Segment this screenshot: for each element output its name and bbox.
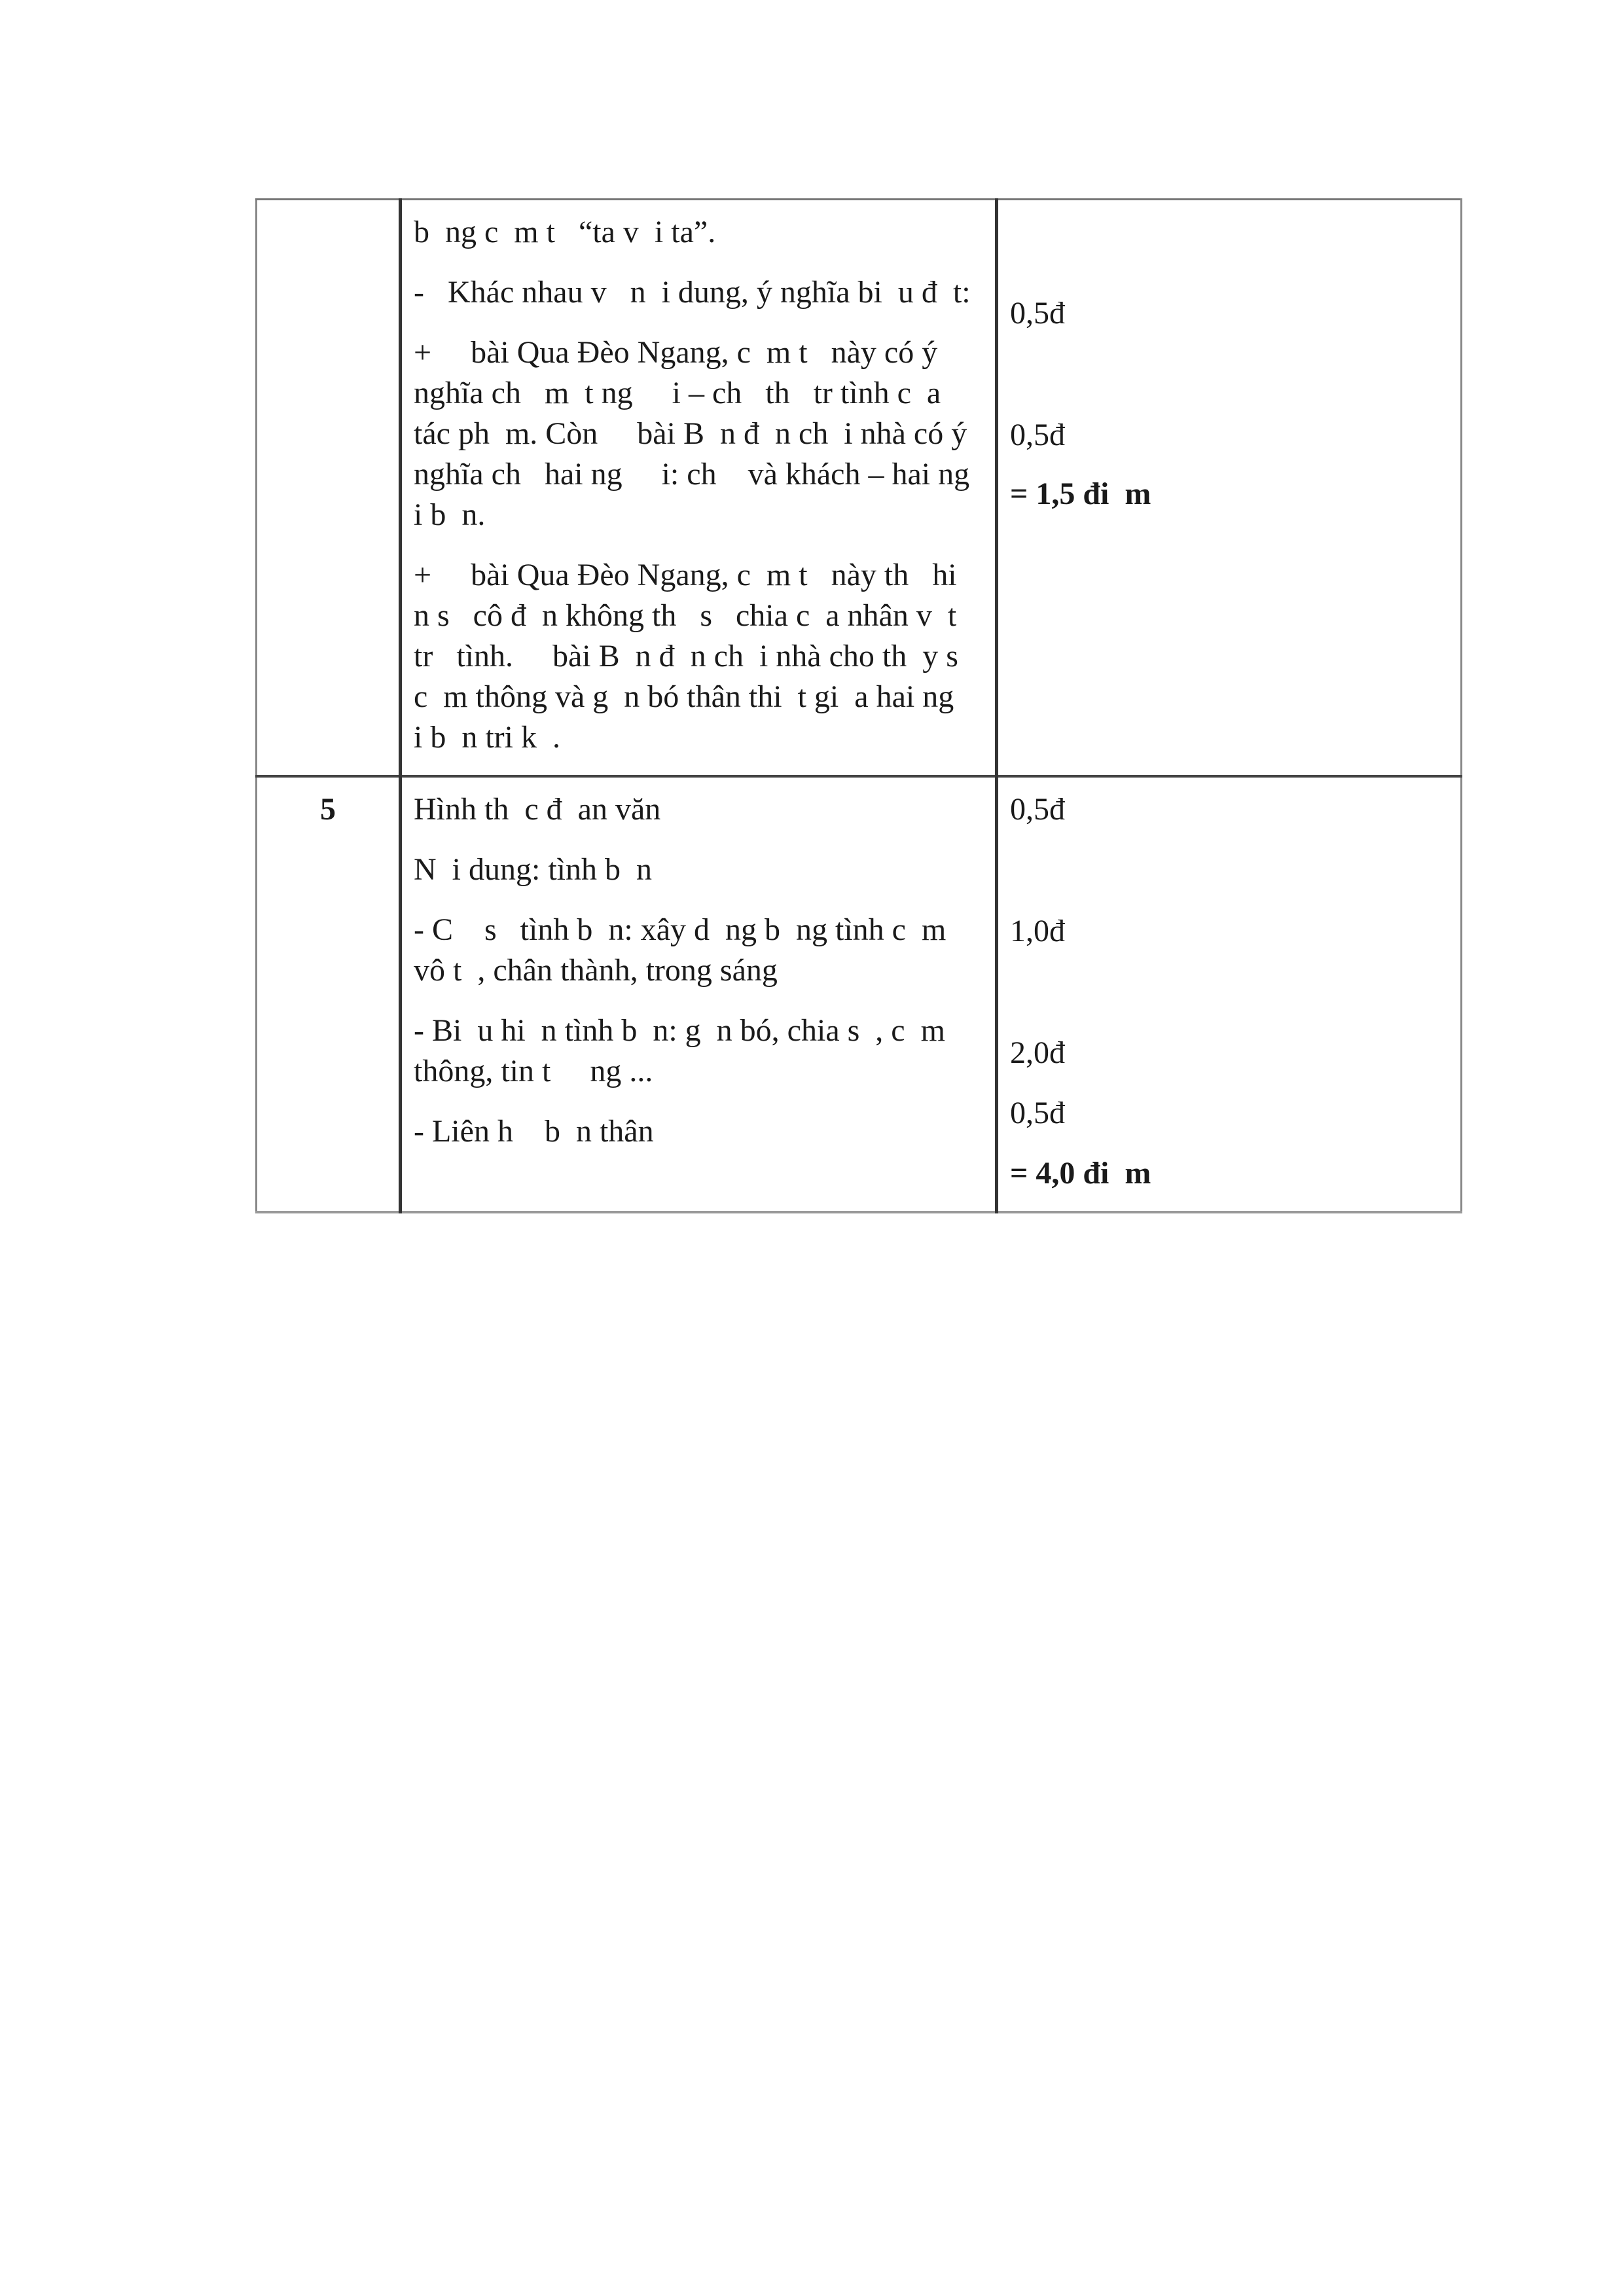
answer-line: + bài Qua Đèo Ngang, c m t này th hi n s cô đ n không th s chia c a nhân v t tr tình. bài B n đ n ch i nhà cho th y s c m thông và g n bó thân thi t gi a hai ng i b n tri k . xyxy=(414,558,994,755)
table-row xyxy=(257,200,1462,777)
grading-table xyxy=(255,198,1462,1213)
score-total: = 1,5 đi m xyxy=(1010,476,1151,511)
score-spacer xyxy=(1010,212,1449,293)
score-spacer xyxy=(1010,334,1449,415)
score-spacer xyxy=(1010,952,1449,1033)
answer-line: + bài Qua Đèo Ngang, c m t này có ý nghĩa ch m t ng i – ch th tr tình c a tác ph m. Còn bài B n đ n ch i nhà có ý nghĩa ch hai ng i: ch và khách – hai ng i b n. xyxy=(414,335,1009,532)
score-spacer xyxy=(1010,1073,1449,1093)
answer-content-cell xyxy=(401,200,1009,777)
table-row xyxy=(257,776,1462,1212)
answer-line: N i dung: tình b n xyxy=(414,852,653,887)
score-value: 0,5đ xyxy=(1010,792,1065,827)
score-spacer xyxy=(1010,456,1449,474)
answer-line: b ng c m t “ta v i ta”. xyxy=(414,215,716,249)
score-value: 2,0đ xyxy=(1010,1035,1065,1070)
score-value: 0,5đ xyxy=(1010,1096,1065,1130)
score-cell xyxy=(997,776,1462,1212)
question-number-cell xyxy=(257,200,401,777)
answer-line: - Khác nhau v n i dung, ý nghĩa bi u đ t: xyxy=(414,275,971,310)
score-cell xyxy=(997,200,1462,777)
score-spacer xyxy=(1010,1134,1449,1153)
score-value: 0,5đ xyxy=(1010,296,1065,331)
score-total: = 4,0 đi m xyxy=(1010,1156,1151,1191)
answer-line: Hình th c đ an văn xyxy=(414,792,661,827)
question-number-cell xyxy=(257,776,401,1212)
question-number: 5 xyxy=(320,792,336,827)
answer-line: - Bi u hi n tình b n: g n bó, chia s , c m thông, tin t ng ... xyxy=(414,1013,953,1088)
score-spacer xyxy=(1010,830,1449,911)
answer-line: - C s tình b n: xây d ng b ng tình c m vô t , chân thành, trong sáng xyxy=(414,912,954,988)
answer-line: - Liên h b n thân xyxy=(414,1114,654,1149)
score-value: 0,5đ xyxy=(1010,418,1065,452)
score-value: 1,0đ xyxy=(1010,914,1065,948)
answer-content-cell xyxy=(401,776,997,1212)
grading-sheet xyxy=(255,198,1381,1213)
